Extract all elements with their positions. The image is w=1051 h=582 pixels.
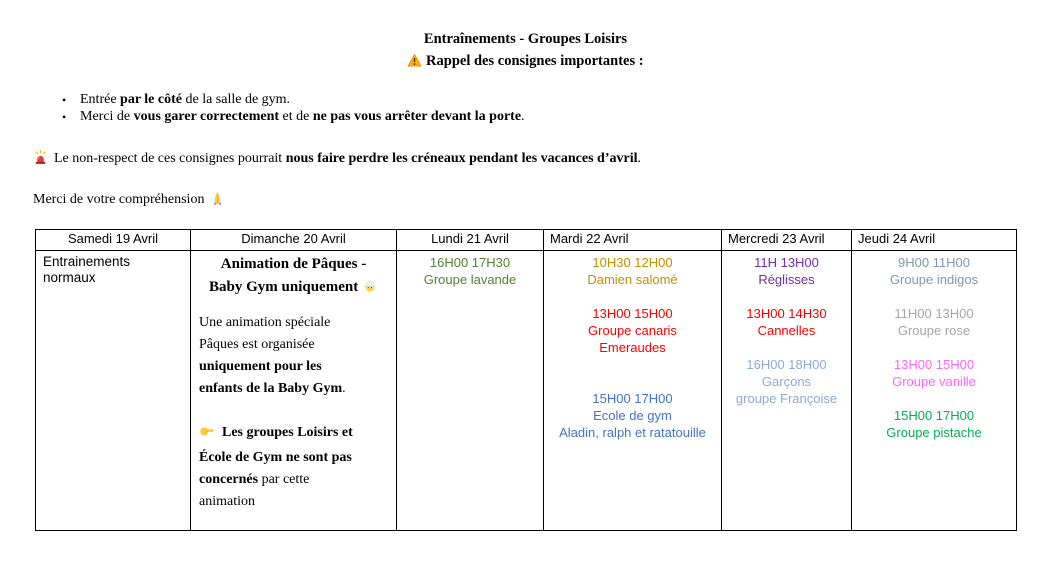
rich-line xyxy=(199,422,388,447)
rich-line xyxy=(199,469,388,491)
alert-text xyxy=(54,151,641,166)
text-run: . xyxy=(637,151,641,166)
rich-line xyxy=(199,447,388,469)
text-run: Une animation spéciale xyxy=(199,315,331,330)
day-cell-2 xyxy=(397,251,544,531)
text-run: et de xyxy=(279,108,313,124)
text-run: Entrée xyxy=(80,92,121,107)
text-run: Les groupes Loisirs et xyxy=(215,425,353,440)
schedule-header-row xyxy=(36,230,1017,251)
schedule-line: Groupe lavande xyxy=(423,272,517,287)
schedule-line: 13H00 14H30 xyxy=(746,306,827,321)
schedule-line: Damien salomé xyxy=(587,272,678,287)
schedule-block xyxy=(724,305,849,339)
day-cell-4 xyxy=(722,251,852,531)
schedule-line: 13H00 15H00 xyxy=(592,306,673,321)
text-run: ne pas vous arrêter devant la porte xyxy=(312,108,522,124)
rich-line xyxy=(199,276,388,302)
warning-icon xyxy=(407,53,422,73)
text-run: Animation de Pâques - xyxy=(220,256,367,272)
rich-line xyxy=(199,356,388,378)
schedule-line: Ecole de gym xyxy=(593,408,672,423)
schedule-block xyxy=(724,356,849,407)
text-run: enfants de la Baby Gym xyxy=(199,381,343,396)
day-header-1: Dimanche 20 Avril xyxy=(191,230,397,251)
rich-paragraph xyxy=(199,312,388,400)
schedule-block xyxy=(546,254,719,288)
day-header-2: Lundi 21 Avril xyxy=(397,230,544,251)
schedule-line: Groupe vanille xyxy=(892,374,976,389)
schedule-line: Garçons xyxy=(761,374,812,389)
text-run: par le côté xyxy=(120,92,182,107)
text-run: uniquement pour les xyxy=(199,359,322,374)
schedule-block xyxy=(854,254,1014,288)
thanks-line xyxy=(33,191,1051,211)
text-run: . xyxy=(342,381,346,396)
day-cell-1 xyxy=(191,251,397,531)
rich-paragraph xyxy=(199,253,388,302)
schedule-line: Groupe indigos xyxy=(889,272,979,287)
schedule-line: 10H30 12H00 xyxy=(592,255,673,270)
schedule-block xyxy=(546,305,719,356)
page-title: Entraînements - Groupes Loisirs xyxy=(423,31,628,47)
schedule-line: 15H00 17H00 xyxy=(592,391,673,406)
chick-icon xyxy=(362,278,378,302)
page-subtitle xyxy=(0,53,1051,73)
text-run: École de Gym ne sont pas xyxy=(199,450,352,465)
text-run: de la salle de gym. xyxy=(181,92,291,107)
text-run: Baby Gym uniquement xyxy=(209,279,362,295)
schedule-body-row xyxy=(36,251,1017,531)
rich-line xyxy=(199,491,388,513)
schedule-line: 11H 13H00 xyxy=(754,255,819,270)
day-cell-0 xyxy=(36,251,191,531)
text-run: Merci de xyxy=(80,108,134,124)
rich-line xyxy=(199,334,388,356)
rich-line xyxy=(199,312,388,334)
day-header-5: Jeudi 24 Avril xyxy=(852,230,1017,251)
schedule-block xyxy=(854,407,1014,441)
schedule-line: Groupe rose xyxy=(897,323,971,338)
day-header-0: Samedi 19 Avril xyxy=(36,230,191,251)
thanks-text: Merci de votre compréhension xyxy=(33,192,205,207)
text-run: concernés xyxy=(199,472,259,487)
schedule-line: Groupe canaris xyxy=(588,323,677,338)
text-run: Le non-respect de ces consignes pourrait xyxy=(54,151,286,166)
schedule-line: 9H00 11H00 xyxy=(897,255,971,270)
schedule-line: Aladin, ralph et ratatouille xyxy=(559,425,706,440)
schedule-line: Groupe pistache xyxy=(886,425,982,440)
bullet-text xyxy=(80,92,290,109)
schedule-block xyxy=(546,390,719,441)
schedule-line: groupe Françoise xyxy=(735,391,838,406)
schedule-line: 16H00 18H00 xyxy=(746,357,827,372)
schedule-line: Cannelles xyxy=(757,323,816,338)
bullet-marker: • xyxy=(62,109,67,124)
schedule-line: 15H00 17H00 xyxy=(893,408,975,423)
bullet-item xyxy=(62,109,1051,126)
rich-line xyxy=(199,253,388,276)
schedule-block xyxy=(854,356,1014,390)
schedule-table xyxy=(35,229,1017,531)
text-run: vous garer correctement xyxy=(133,108,280,124)
alert-line xyxy=(33,150,1051,170)
schedule-block xyxy=(399,254,541,288)
bullet-item xyxy=(62,92,1051,109)
schedule-line: 16H00 17H30 xyxy=(429,255,511,270)
schedule-line: 13H00 15H00 xyxy=(893,357,975,372)
plain-cell-text: Entrainements normaux xyxy=(43,254,131,285)
text-run: nous faire perdre les créneaux pendant les vacances d’avril xyxy=(285,151,638,166)
text-run: Pâques est organisée xyxy=(199,337,315,352)
schedule-block xyxy=(724,254,849,288)
schedule-line: Emeraudes xyxy=(599,340,666,355)
text-run: . xyxy=(521,108,525,124)
bullet-marker: • xyxy=(62,93,67,107)
schedule-block xyxy=(854,305,1014,339)
text-run: par cette xyxy=(258,472,310,487)
text-run: animation xyxy=(199,494,255,509)
schedule-line: Réglisses xyxy=(758,272,815,287)
day-header-4: Mercredi 23 Avril xyxy=(722,230,852,251)
day-cell-3 xyxy=(544,251,722,531)
siren-icon xyxy=(33,150,48,170)
bullet-text xyxy=(80,109,525,126)
rich-paragraph xyxy=(199,422,388,513)
rich-line xyxy=(199,378,388,400)
point-right-icon xyxy=(199,423,215,447)
schedule-line: 11H00 13H00 xyxy=(894,306,974,321)
subtitle-text: Rappel des consignes importantes : xyxy=(426,53,644,69)
day-header-3: Mardi 22 Avril xyxy=(544,230,722,251)
bullet-list xyxy=(62,92,1051,125)
pray-icon xyxy=(210,191,225,211)
day-cell-5 xyxy=(852,251,1017,531)
